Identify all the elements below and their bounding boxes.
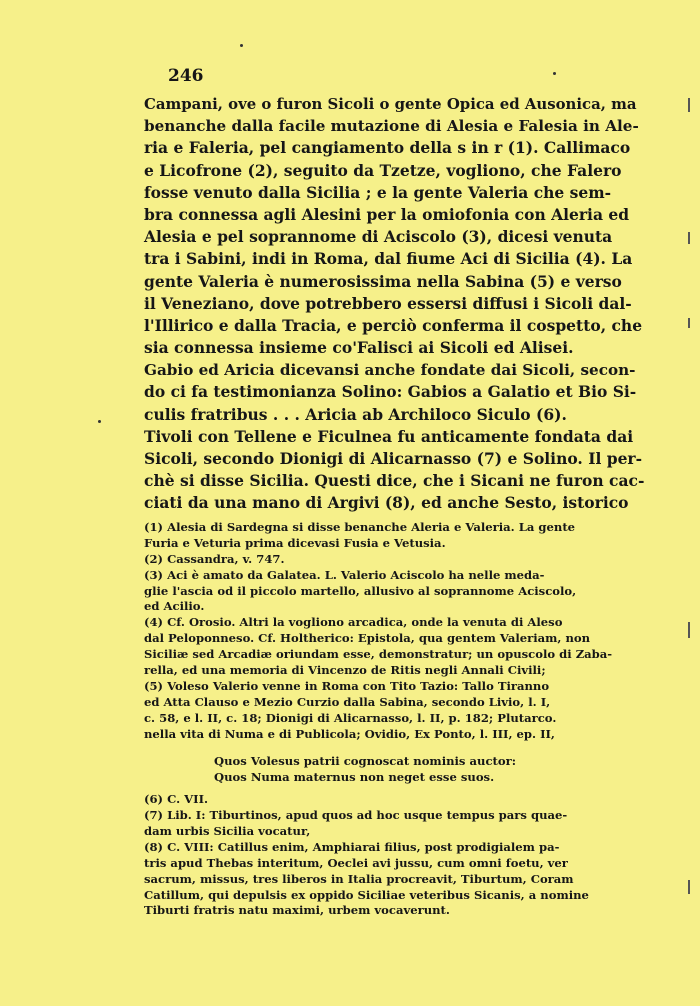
scan-edge-mark (688, 622, 690, 638)
body-text-line: sia connessa insieme co'Falisci ai Sicoli ed Alisei. (144, 338, 574, 358)
footnote-line: Furia e Veturia prima dicevasi Fusia e Vetusia. (144, 535, 446, 550)
body-text-line: Campani, ove o furon Sicoli o gente Opica ed Ausonica, ma (144, 95, 637, 113)
footnote-line: (3) Aci è amato da Galatea. L. Valerio Aciscolo ha nelle meda- (144, 567, 545, 582)
footnote-line: (6) C. VII. (144, 792, 209, 807)
body-text-line: bra connessa agli Alesini per la omiofonia con Aleria ed (144, 204, 630, 224)
footnote-line: (4) Cf. Orosio. Altri la vogliono arcadica, onde la venuta di Aleso (144, 615, 563, 630)
footnote-line: dam urbis Sicilia vocatur, (144, 824, 311, 839)
body-text-line: il Veneziano, dove potrebbero essersi diffusi i Sicoli dal- (144, 293, 632, 313)
verse-line: Quos Numa maternus non neget esse suos. (214, 770, 495, 785)
main-text-block (144, 93, 644, 515)
page-number: 246 (168, 66, 204, 86)
scan-edge-mark (688, 318, 690, 328)
verse-line: Quos Volesus patrii cognoscat nominis auctor: (214, 754, 516, 769)
footnote-line: ed Atta Clauso e Mezio Curzio dalla Sabina, secondo Livio, l. I, (144, 694, 551, 709)
body-text-line: tra i Sabini, indi in Roma, dal fiume Aci di Sicilia (4). La (144, 249, 633, 269)
body-text-line: ciati da una mano di Argivi (8), ed anche Sesto, istorico (144, 493, 629, 513)
footnote-line: Catillum, qui depulsis ex oppido Siciliae veteribus Sicanis, a nomine (144, 887, 589, 902)
body-text-line: Alesia e pel soprannome di Aciscolo (3), dicesi venuta (144, 227, 613, 247)
body-text-line: culis fratribus . . . Aricia ab Archiloco Siculo (6). (144, 404, 567, 424)
footnote-line: glie l'ascia od il piccolo martello, allusivo al soprannome Aciscolo, (144, 583, 577, 598)
footnote-line: nella vita di Numa e di Publicola; Ovidio, Ex Ponto, l. III, ep. II, (144, 726, 555, 741)
footnote-line: (7) Lib. I: Tiburtinos, apud quos ad hoc usque tempus pars quae- (144, 808, 568, 823)
footnote-line: (8) C. VIII: Catillus enim, Amphiarai filius, post prodigialem pa- (144, 839, 560, 854)
footnote-line: (1) Alesia di Sardegna si disse benanche Aleria e Valeria. La gente (144, 520, 576, 534)
footnotes-part-1 (144, 520, 648, 742)
footnote-line: ed Acilio. (144, 599, 205, 614)
body-text-line: gente Valeria è numerosissima nella Sabina (5) e verso (144, 271, 622, 291)
footnote-line: rella, ed una memoria di Vincenzo de Ritis negli Annali Civili; (144, 663, 546, 678)
footnotes-part-2 (144, 792, 648, 919)
print-speck (553, 72, 556, 75)
footnote-line: Siciliæ sed Arcadiæ oriundam esse, demonstratur; un opuscolo di Zaba- (144, 647, 613, 662)
scan-edge-mark (688, 232, 690, 244)
body-text-line: Sicoli, secondo Dionigi di Alicarnasso (7) e Solino. Il per- (144, 449, 643, 468)
print-speck (240, 44, 243, 47)
footnote-line: dal Peloponneso. Cf. Holtherico: Epistola, qua gentem Valeriam, non (144, 631, 591, 646)
body-text-line: l'Illirico e dalla Tracia, e perciò conferma il cospetto, che (144, 315, 643, 335)
body-text-line: ria e Faleria, pel cangiamento della s in r (1). Callimaco (144, 138, 631, 158)
body-text-line: e Licofrone (2), seguito da Tzetze, vogliono, che Falero (144, 160, 622, 180)
footnotes-block (144, 520, 648, 919)
scan-edge-mark (688, 98, 690, 112)
body-text-line: benanche dalla facile mutazione di Alesia e Falesia in Ale- (144, 117, 639, 136)
body-text-line: do ci fa testimonianza Solino: Gabios a Galatio et Bio Si- (144, 382, 637, 402)
print-speck (98, 420, 101, 423)
footnote-line: (5) Voleso Valerio venne in Roma con Tito Tazio: Tallo Tiranno (144, 678, 550, 693)
body-text-line: Gabio ed Aricia dicevansi anche fondate dai Sicoli, secon- (144, 361, 636, 380)
footnote-line: Tiburti fratris natu maximi, urbem vocaverunt. (144, 903, 450, 918)
scan-edge-mark (688, 880, 690, 894)
verse-quotation (144, 754, 648, 786)
footnote-line: tris apud Thebas interitum, Oeclei avi jussu, cum omni foetu, ver (144, 855, 568, 870)
body-text-line: Tivoli con Tellene e Ficulnea fu anticamente fondata dai (144, 426, 634, 446)
body-text-line: chè si disse Sicilia. Questi dice, che i Sicani ne furon cac- (144, 471, 645, 491)
footnote-line: (2) Cassandra, v. 747. (144, 551, 285, 566)
footnote-line: c. 58, e l. II, c. 18; Dionigi di Alicarnasso, l. II, p. 182; Plutarco. (144, 710, 557, 725)
footnote-line: sacrum, missus, tres liberos in Italia procreavit, Tiburtum, Coram (144, 871, 574, 886)
body-text-line: fosse venuto dalla Sicilia ; e la gente Valeria che sem- (144, 182, 612, 202)
